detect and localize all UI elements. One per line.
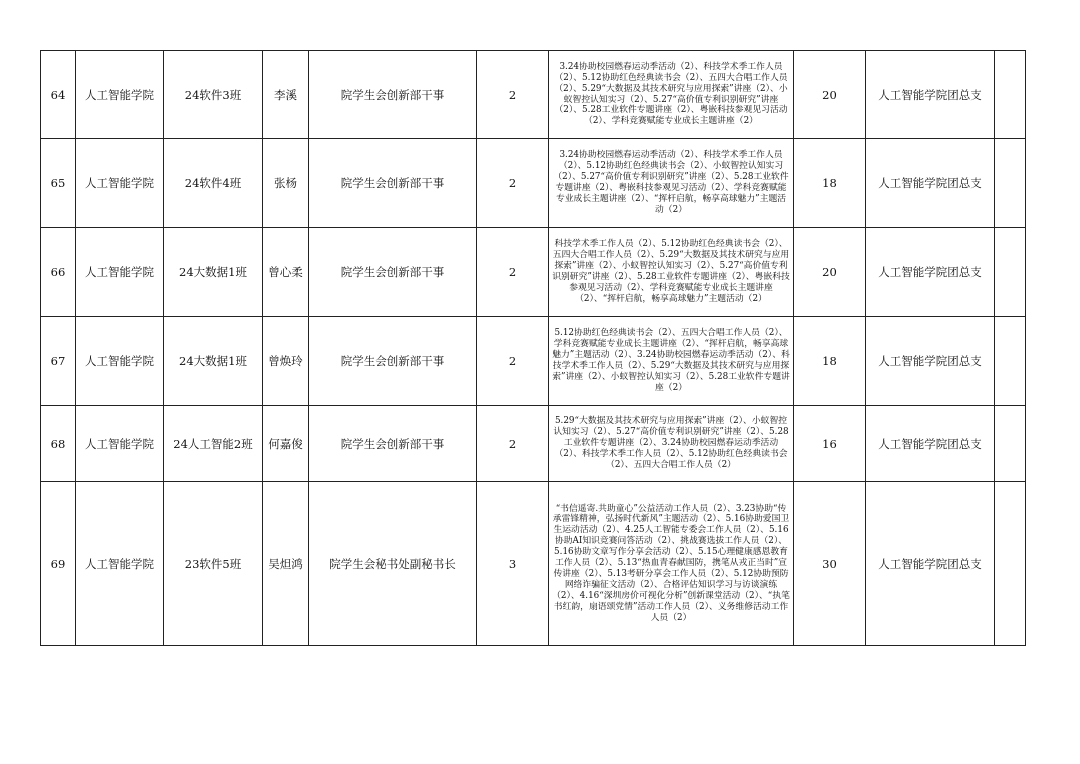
college-cell: 人工智能学院 [76,406,164,482]
activities-cell: “书信遥寄.共助童心”公益活动工作人员（2）、3.23协助“传承雷锋精神，弘扬时代新风”主题活动（2）、5.16协助爱国卫生运动活动（2）、4.25人工智能专委会工作人员（2）、5.16协助AI知识竞赛问答活动（2）、挑战赛选拔工作人员（2）、5.16协助文章写作分享会活动（2）、5.15心理健康感恩教育工作人员（2）、5.13“热血青春献国防，携笔从戎正当时”宣传讲座（2）、5.13考研分享会工作人员（2）、5.12协助预防网络诈骗征文活动（2）、合格评估知识学习与访谈演练（2）、4.16“深圳房价可视化分析”创新课堂活动（2）、“执笔书红韵，扇语颂党情”活动工作人员（2）、义务维修活动工作人员（2） [549,482,794,646]
organization-cell: 人工智能学院团总支 [866,228,995,317]
student-name: 曾心柔 [263,228,309,317]
student-name: 何嘉俊 [263,406,309,482]
position-score: 3 [477,482,549,646]
organization-cell: 人工智能学院团总支 [866,482,995,646]
position-cell: 院学生会创新部干事 [309,51,477,139]
class-cell: 24大数据1班 [164,317,263,406]
organization-cell: 人工智能学院团总支 [866,139,995,228]
position-score: 2 [477,406,549,482]
remarks-cell [995,406,1026,482]
class-cell: 24软件3班 [164,51,263,139]
total-score: 16 [794,406,866,482]
table-row [41,51,1026,139]
position-score: 2 [477,139,549,228]
student-name: 吴炟鸿 [263,482,309,646]
table-row [41,228,1026,317]
position-cell: 院学生会创新部干事 [309,406,477,482]
position-cell: 院学生会创新部干事 [309,228,477,317]
position-cell: 院学生会创新部干事 [309,317,477,406]
row-number: 68 [41,406,76,482]
roster-table [40,50,1026,646]
organization-cell: 人工智能学院团总支 [866,406,995,482]
row-number: 64 [41,51,76,139]
college-cell: 人工智能学院 [76,139,164,228]
total-score: 18 [794,317,866,406]
organization-cell: 人工智能学院团总支 [866,51,995,139]
organization-cell: 人工智能学院团总支 [866,317,995,406]
row-number: 69 [41,482,76,646]
college-cell: 人工智能学院 [76,317,164,406]
table-row [41,406,1026,482]
row-number: 65 [41,139,76,228]
activities-cell: 5.29“大数据及其技术研究与应用探索”讲座（2）、小蚁智控认知实习（2）、5.27“高价值专利识别研究”讲座（2）、5.28工业软件专题讲座（2）、3.24协助校园燃春运动季活动（2）、科技学术季工作人员（2）、5.12协助红色经典读书会（2）、五四大合唱工作人员（2） [549,406,794,482]
total-score: 30 [794,482,866,646]
college-cell: 人工智能学院 [76,51,164,139]
activities-cell: 科技学术季工作人员（2）、5.12协助红色经典读书会（2）、五四大合唱工作人员（2）、5.29“大数据及其技术研究与应用探索”讲座（2）、小蚁智控认知实习（2）、5.27“高价值专利识别研究”讲座（2）、5.28工业软件专题讲座（2）、粤嵌科技参观见习活动（2）、学科竞赛赋能专业成长主题讲座（2）、“挥杆启航，畅享高球魅力”主题活动（2） [549,228,794,317]
remarks-cell [995,228,1026,317]
student-name: 张杨 [263,139,309,228]
class-cell: 23软件5班 [164,482,263,646]
remarks-cell [995,51,1026,139]
total-score: 20 [794,51,866,139]
activities-cell: 3.24协助校园燃春运动季活动（2）、科技学术季工作人员（2）、5.12协助红色经典读书会（2）、小蚁智控认知实习（2）、5.27“高价值专利识别研究”讲座（2）、5.28工业软件专题讲座（2）、粤嵌科技参观见习活动（2）、学科竞赛赋能专业成长主题讲座（2）、“挥杆启航，畅享高球魅力”主题活动（2） [549,139,794,228]
remarks-cell [995,139,1026,228]
position-score: 2 [477,228,549,317]
student-name: 曾焕玲 [263,317,309,406]
student-name: 李溪 [263,51,309,139]
college-cell: 人工智能学院 [76,228,164,317]
remarks-cell [995,317,1026,406]
remarks-cell [995,482,1026,646]
position-score: 2 [477,51,549,139]
table-row [41,139,1026,228]
row-number: 67 [41,317,76,406]
table-row [41,482,1026,646]
class-cell: 24人工智能2班 [164,406,263,482]
position-cell: 院学生会秘书处副秘书长 [309,482,477,646]
activities-cell: 5.12协助红色经典读书会（2）、五四大合唱工作人员（2）、学科竞赛赋能专业成长主题讲座（2）、“挥杆启航，畅享高球魅力”主题活动（2）、3.24协助校园燃春运动季活动（2）、科技学术季工作人员（2）、5.29“大数据及其技术研究与应用探索”讲座（2）、小蚁智控认知实习（2）、5.28工业软件专题讲座（2） [549,317,794,406]
total-score: 20 [794,228,866,317]
college-cell: 人工智能学院 [76,482,164,646]
class-cell: 24大数据1班 [164,228,263,317]
table-row [41,317,1026,406]
total-score: 18 [794,139,866,228]
class-cell: 24软件4班 [164,139,263,228]
position-score: 2 [477,317,549,406]
activities-cell: 3.24协助校园燃春运动季活动（2）、科技学术季工作人员（2）、5.12协助红色经典读书会（2）、五四大合唱工作人员（2）、5.29“大数据及其技术研究与应用探索”讲座（2）、小蚁智控认知实习（2）、5.27“高价值专利识别研究”讲座（2）、5.28工业软件专题讲座（2）、粤嵌科技参观见习活动（2）、学科竞赛赋能专业成长主题讲座（2） [549,51,794,139]
row-number: 66 [41,228,76,317]
position-cell: 院学生会创新部干事 [309,139,477,228]
